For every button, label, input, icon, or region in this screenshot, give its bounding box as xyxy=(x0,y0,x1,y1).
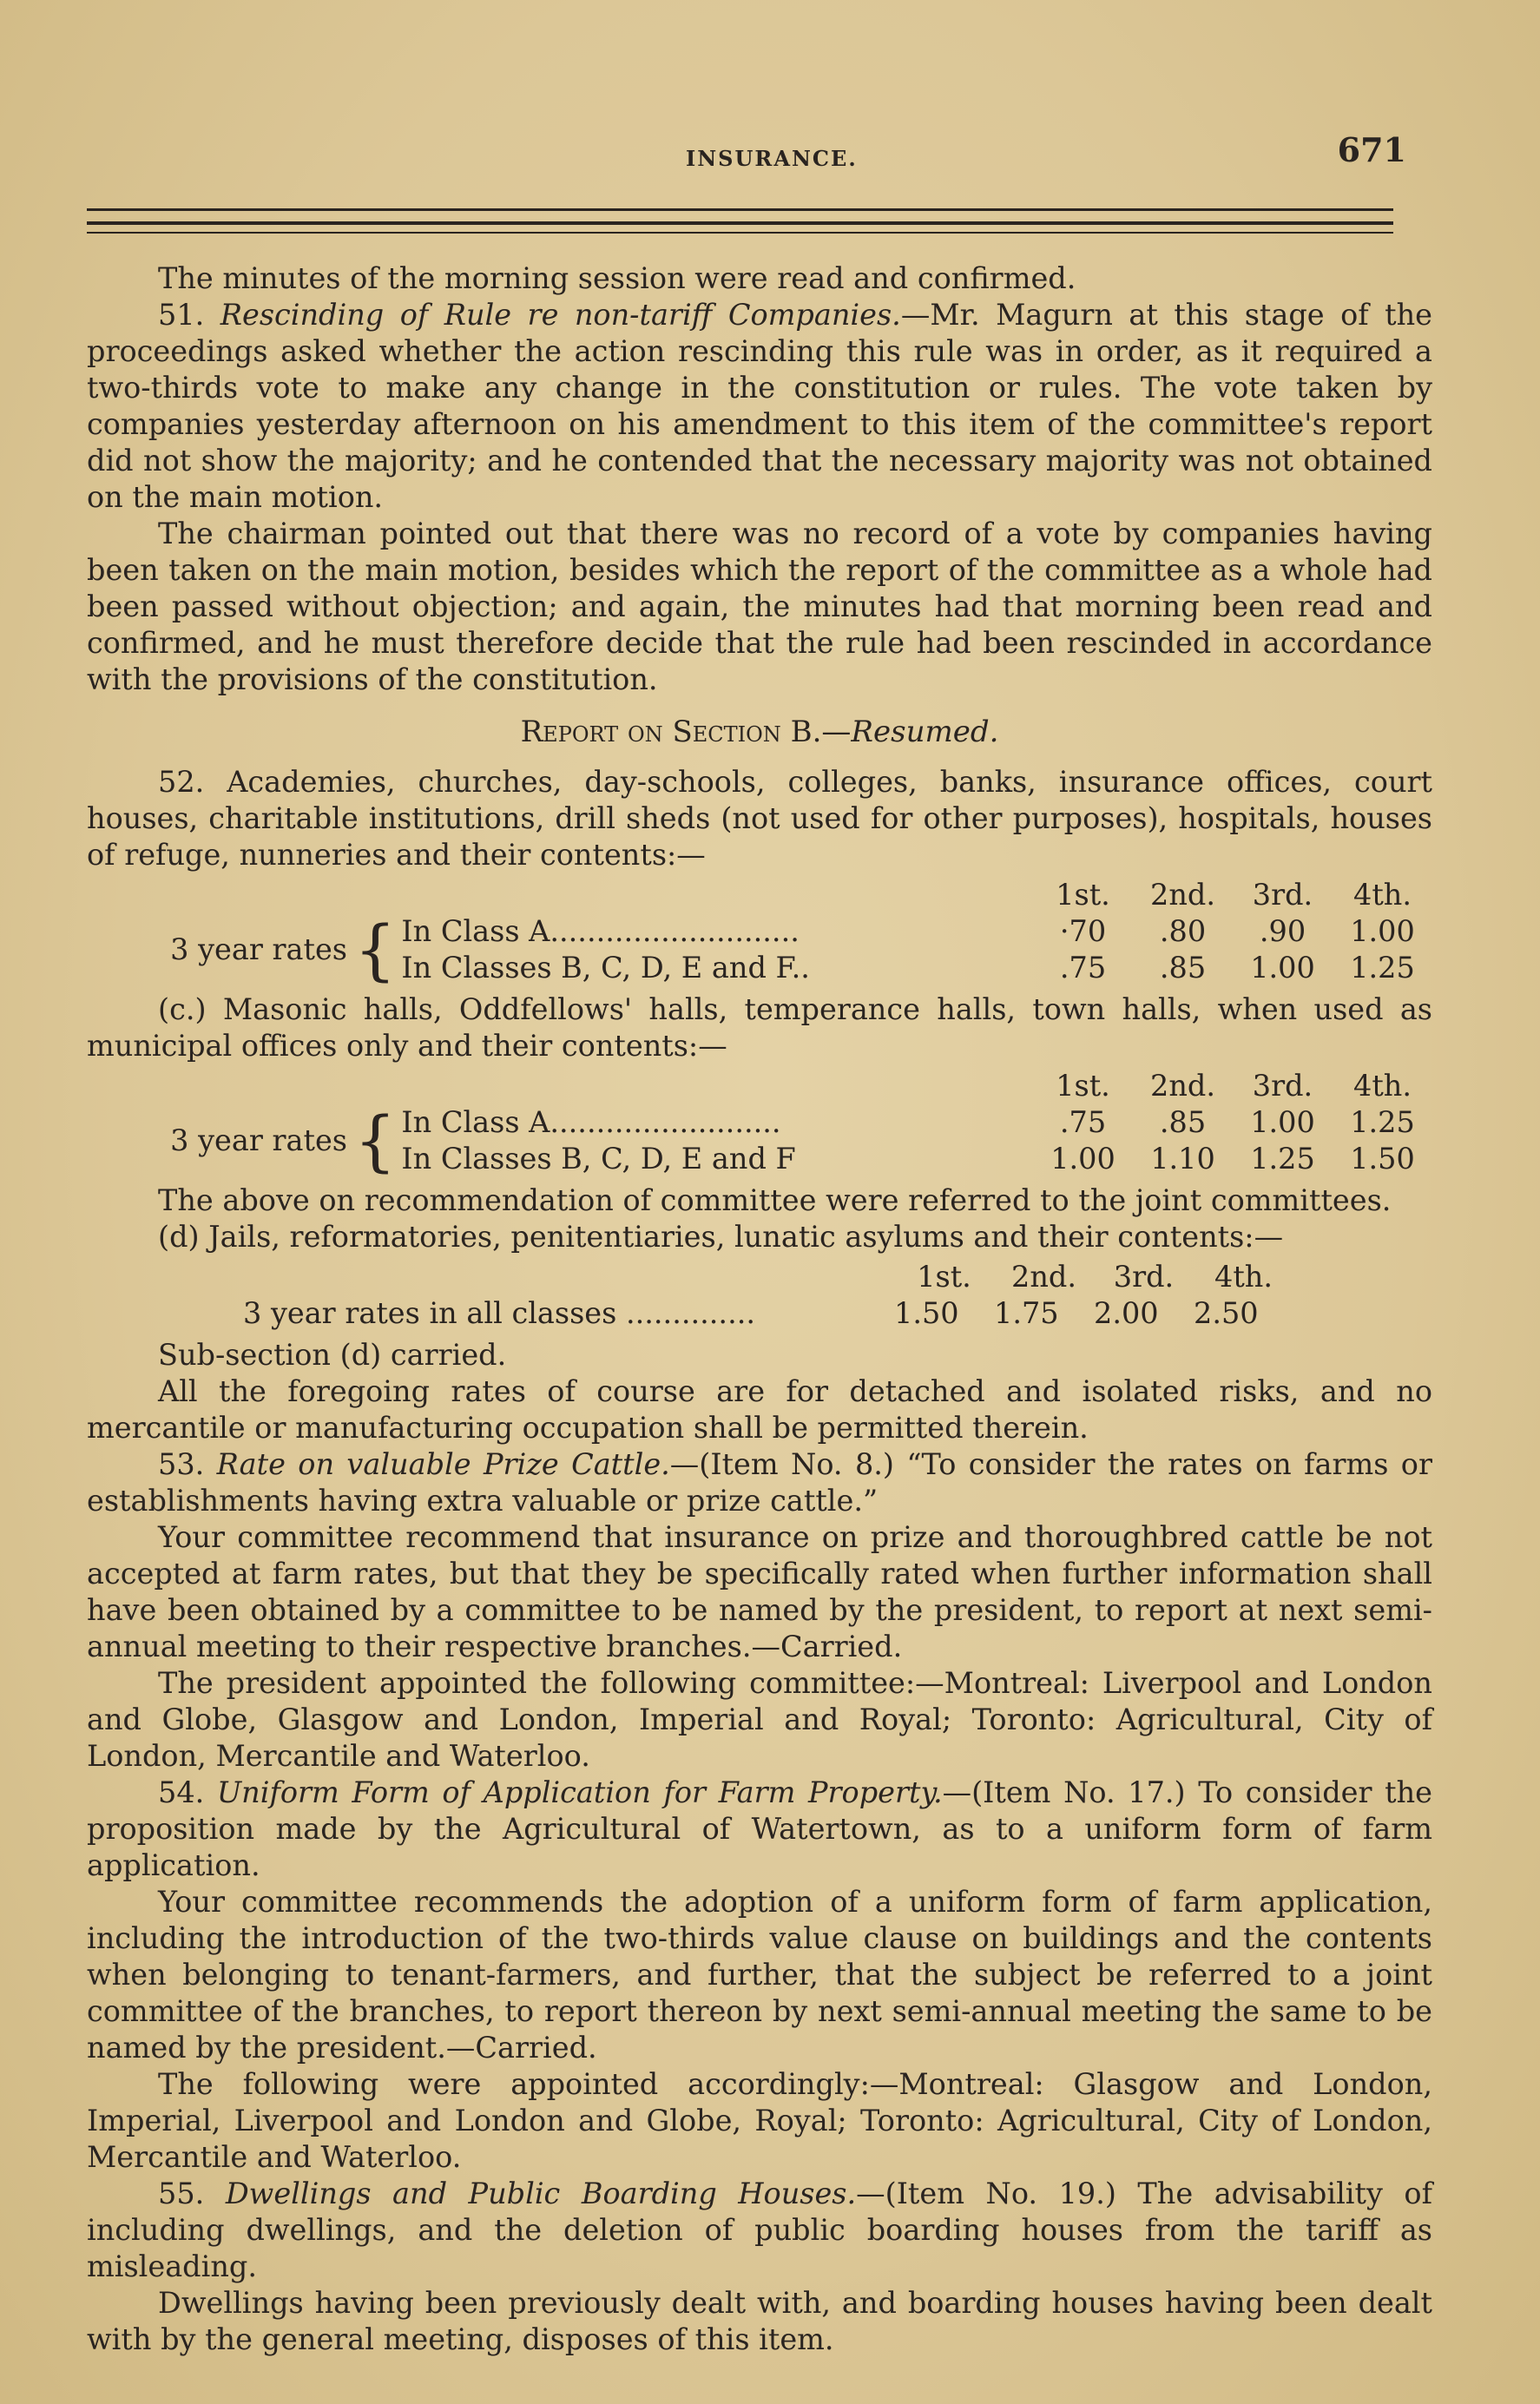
row-desc: In Classes B, C, D, E and F.. xyxy=(401,951,810,985)
rate-group xyxy=(87,913,1432,986)
table-row xyxy=(401,950,1432,986)
item-text: —(Item No. 8.) “To consider the rates on farms or establishments having extra valuable or prize cattle.” xyxy=(87,1447,1432,1518)
paragraph-subsection-d: Sub-section (d) carried. xyxy=(158,1338,507,1372)
row-desc: 3 year rates in all classes .............. xyxy=(243,1296,756,1330)
column-header: 4th. xyxy=(1353,878,1412,912)
cell: 1.50 xyxy=(1350,1142,1415,1176)
cell: 1.25 xyxy=(1350,1105,1415,1139)
column-header: 1st. xyxy=(1056,878,1110,912)
section-heading xyxy=(87,714,1432,750)
paragraph-referred: The above on recommendation of committee were referred to the joint committees. xyxy=(158,1183,1392,1217)
paragraph-53 xyxy=(87,1446,1432,1519)
paragraph-minutes: The minutes of the morning session were read and confirmed. xyxy=(158,261,1076,295)
column-header: 4th. xyxy=(1353,1069,1412,1103)
paragraph-foregoing: All the foregoing rates of course are for detached and isolated risks, and no mercantile or manufacturing occupation shall be permitted therein. xyxy=(87,1374,1432,1445)
column-header: 2nd. xyxy=(1150,1069,1215,1103)
item-text: —Mr. Magurn at this stage of the proceedings asked whether the action rescinding this rule was in order, as it required a two-thirds vote to make any change in the constitution or rules. The vote taken by companies yesterday afternoon on his amendment to this item of the committee's report did not show the majority; and he contended that the necessary majority was not obtained on the main motion. xyxy=(87,298,1433,514)
row-desc: In Class A........................... xyxy=(401,914,800,948)
cell: 1.10 xyxy=(1150,1142,1215,1176)
item-number: 54. xyxy=(158,1775,205,1809)
cell: 1.25 xyxy=(1250,1142,1315,1176)
cell: 1.75 xyxy=(994,1296,1059,1330)
column-headers xyxy=(87,877,1432,913)
paragraph-c: (c.) Masonic halls, Oddfellows' halls, temperance halls, town halls, when used as municipal offices only and their contents:— xyxy=(87,992,1432,1063)
heading-text: Report on Section B.— xyxy=(520,715,852,749)
cell: .90 xyxy=(1259,914,1306,948)
item-number: 53. xyxy=(158,1447,205,1481)
cell: .75 xyxy=(1059,951,1107,985)
paragraph-54 xyxy=(87,1775,1432,1884)
row-desc: In Class A......................... xyxy=(401,1105,781,1139)
column-header: 3rd. xyxy=(1113,1260,1175,1294)
cell: 1.25 xyxy=(1350,951,1415,985)
body-text xyxy=(87,260,1432,2358)
row-desc: In Classes B, C, D, E and F xyxy=(401,1142,796,1176)
item-number: 55. xyxy=(158,2177,205,2210)
paragraph-53-committee: The president appointed the following committee:—Montreal: Liverpool and London and Globe, Glasgow and London, Imperial and Royal; Toronto: Agricultural, City of London, Mercantile and Waterloo. xyxy=(87,1666,1432,1773)
paragraph-54-recommendation: Your committee recommends the adoption of a uniform form of farm application, including the introduction of the two-thirds value clause on buildings and the contents when belonging to tenant-farmers, and further, that the subject be referred to a joint committee of the branches, to report thereon by next semi-annual meeting the same to be named by the president.—Carried. xyxy=(87,1885,1432,2065)
item-text: —(Item No. 17.) To consider the proposition made by the Agricultural of Watertown, as to a uniform form of farm application. xyxy=(87,1775,1432,1882)
rate-table-c xyxy=(87,1068,1432,1177)
cell: .80 xyxy=(1159,914,1207,948)
column-header: 3rd. xyxy=(1252,1069,1313,1103)
paragraph-55-dwellings: Dwellings having been previously dealt with, and boarding houses having been dealt with by the general meeting, disposes of this item. xyxy=(87,2286,1432,2356)
table-row xyxy=(401,1141,1432,1177)
item-title: Uniform Form of Application for Farm Property. xyxy=(216,1775,943,1809)
column-header: 3rd. xyxy=(1252,878,1313,912)
item-title: Rate on valuable Prize Cattle. xyxy=(216,1447,670,1481)
cell: 1.00 xyxy=(1250,1105,1315,1139)
cell: 2.50 xyxy=(1194,1296,1259,1330)
column-headers xyxy=(87,1068,1432,1104)
paragraph-54-appointed: The following were appointed accordingly:—Montreal: Glasgow and London, Imperial, Liverpool and London and Globe, Royal; Toronto: Agricultural, City of London, Mercantile and Waterloo. xyxy=(87,2067,1432,2174)
rate-label: 3 year rates xyxy=(170,932,347,966)
running-head: INSURANCE. xyxy=(686,146,858,171)
cell: 1.50 xyxy=(894,1296,959,1330)
item-title: Rescinding of Rule re non-tariff Companies. xyxy=(220,298,901,332)
page-header xyxy=(87,130,1406,174)
item-title: Dwellings and Public Boarding Houses. xyxy=(225,2177,857,2210)
rate-group xyxy=(87,1104,1432,1177)
column-header: 4th. xyxy=(1214,1260,1273,1294)
heading-italic: Resumed. xyxy=(851,715,999,749)
paragraph-55 xyxy=(87,2176,1432,2285)
paragraph-53-recommendation: Your committee recommend that insurance on prize and thoroughbred cattle be not accepted at farm rates, but that they be specifically rated when further information shall have been obtained by a committee to be named by the president, to report at next semi-annual meeting to their respective branches.—Carried. xyxy=(87,1520,1432,1663)
cell: .85 xyxy=(1159,1105,1207,1139)
header-rule xyxy=(87,232,1393,234)
page-number: 671 xyxy=(1337,130,1406,169)
cell: .85 xyxy=(1159,951,1207,985)
header-rule xyxy=(87,208,1393,211)
header-rule xyxy=(87,221,1393,225)
rate-label: 3 year rates xyxy=(170,1123,347,1157)
brace-icon: { xyxy=(354,911,397,988)
column-header: 1st. xyxy=(1056,1069,1110,1103)
item-text: —(Item No. 19.) The advisability of including dwellings, and the deletion of public boarding houses from the tariff as misleading. xyxy=(87,2177,1432,2283)
paragraph-52: 52. Academies, churches, day-schools, colleges, banks, insurance offices, court houses, charitable institutions, drill sheds (not used for other purposes), hospitals, houses of refuge, nunneries and their contents:— xyxy=(87,765,1432,872)
column-header: 2nd. xyxy=(1150,878,1215,912)
item-number: 51. xyxy=(158,298,205,332)
cell: 1.00 xyxy=(1250,951,1315,985)
paragraph-51-chairman: The chairman pointed out that there was no record of a vote by companies having been taken on the main motion, besides which the report of the committee as a whole had been passed without objection; and again, the minutes had that morning been read and confirmed, and he must therefore decide that the rule had been rescinded in accordance with the provisions of the constitution. xyxy=(87,517,1432,696)
rate-table-d xyxy=(87,1259,1432,1332)
rate-table-52 xyxy=(87,877,1432,986)
paragraph-51 xyxy=(87,297,1432,516)
cell: .75 xyxy=(1059,1105,1107,1139)
table-row xyxy=(401,913,1432,950)
column-headers xyxy=(87,1259,1432,1295)
cell: 1.00 xyxy=(1050,1142,1116,1176)
cell: 1.00 xyxy=(1350,914,1415,948)
column-header: 2nd. xyxy=(1011,1260,1076,1294)
cell: 2.00 xyxy=(1094,1296,1159,1330)
table-row xyxy=(401,1104,1432,1141)
brace-icon: { xyxy=(354,1102,397,1179)
cell: ·70 xyxy=(1059,914,1107,948)
paragraph-d: (d) Jails, reformatories, penitentiaries, lunatic asylums and their contents:— xyxy=(158,1220,1284,1254)
column-header: 1st. xyxy=(917,1260,971,1294)
table-row xyxy=(87,1295,1432,1332)
